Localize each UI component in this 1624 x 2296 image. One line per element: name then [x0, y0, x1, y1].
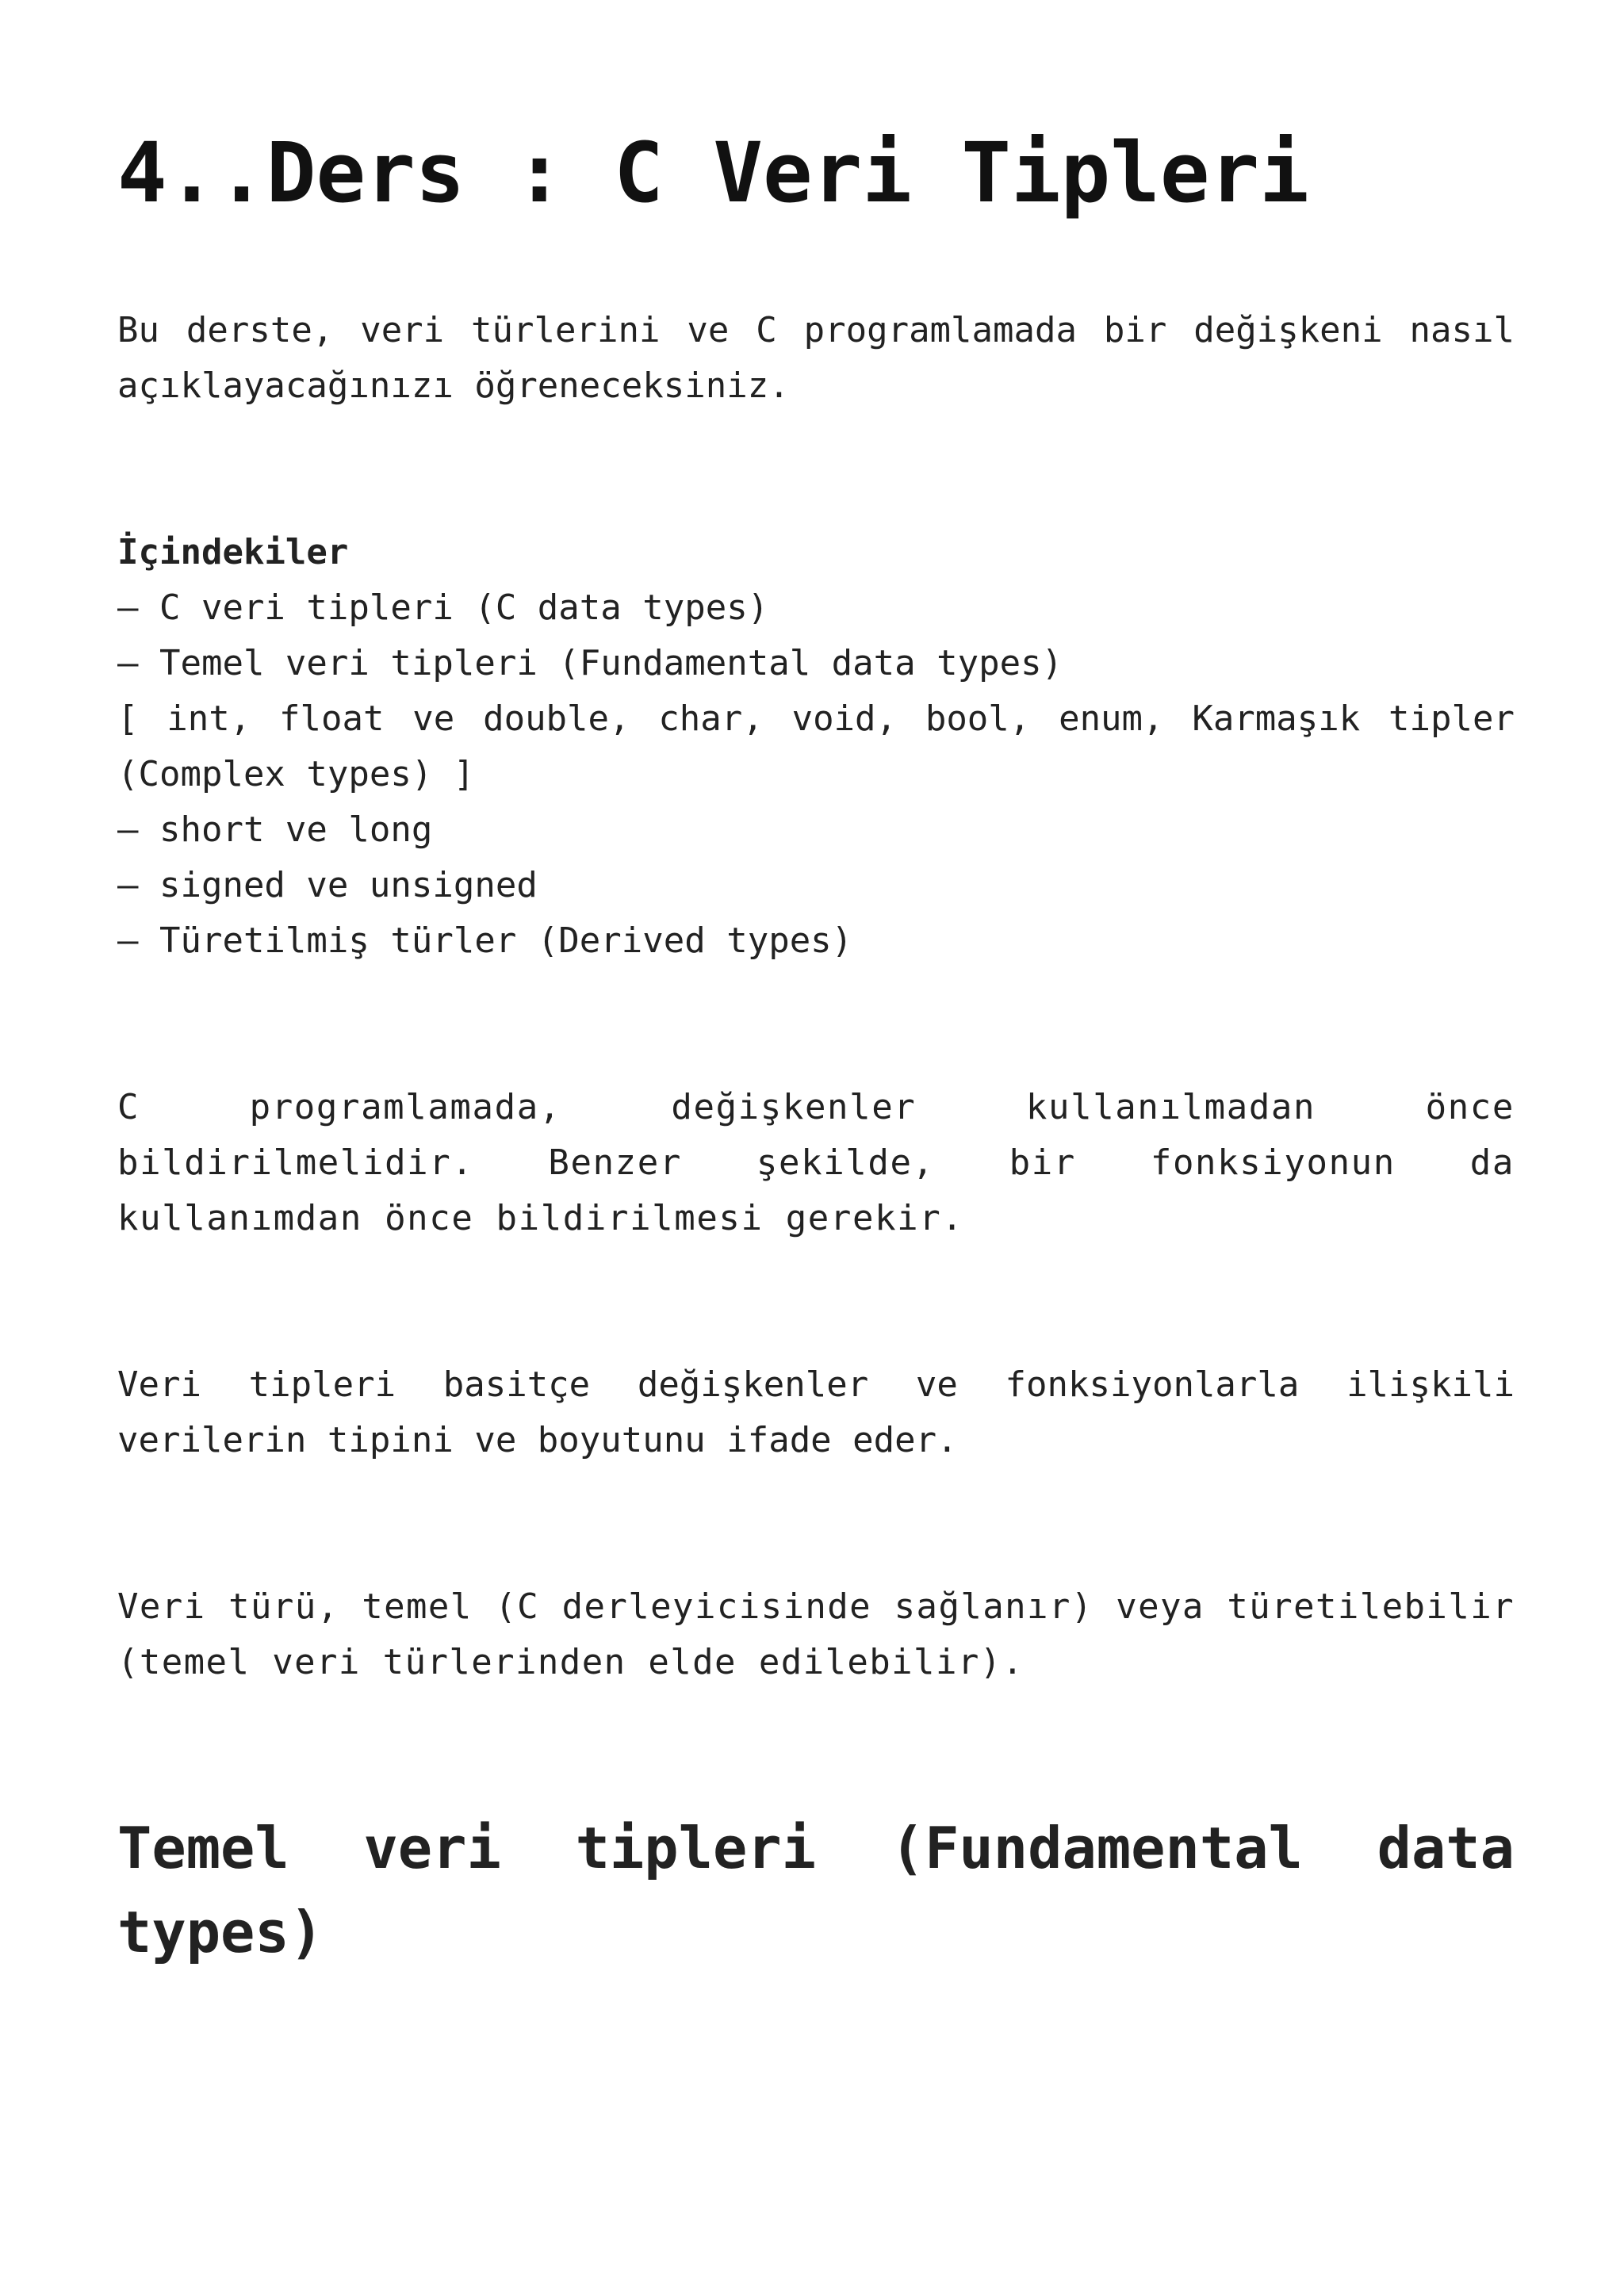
toc-item: – short ve long	[117, 809, 433, 850]
toc-item: – Türetilmiş türler (Derived types)	[117, 920, 853, 961]
intro-paragraph: Bu derste, veri türlerini ve C programlamada bir değişkeni nasıl açıklayacağınızı öğreneceksiniz.	[117, 310, 1515, 406]
toc-item: – C veri tipleri (C data types)	[117, 587, 769, 628]
page-title: 4..Ders : C Veri Tipleri	[117, 124, 1309, 221]
body-paragraph: Veri tipleri basitçe değişkenler ve fonksiyonlarla ilişkili verilerin tipini ve boyutunu ifade eder.	[117, 1364, 1515, 1460]
toc-item: – signed ve unsigned	[117, 865, 538, 905]
body-paragraph: Veri türü, temel (C derleyicisinde sağlanır) veya türetilebilir (temel veri türlerinden elde edilebilir).	[117, 1586, 1515, 1682]
body-paragraph: C programlamada, değişkenler kullanılmadan önce bildirilmelidir. Benzer şekilde, bir fonksiyonun da kullanımdan önce bildirilmesi gerekir.	[117, 1087, 1515, 1238]
table-of-contents	[117, 525, 1515, 969]
toc-heading: İçindekiler	[117, 532, 349, 572]
section-heading: Temel veri tipleri (Fundamental data types)	[117, 1815, 1515, 1965]
toc-item: [ int, float ve double, char, void, bool, enum, Karmaşık tipler (Complex types) ]	[117, 698, 1515, 794]
toc-item: – Temel veri tipleri (Fundamental data types)	[117, 643, 1063, 683]
